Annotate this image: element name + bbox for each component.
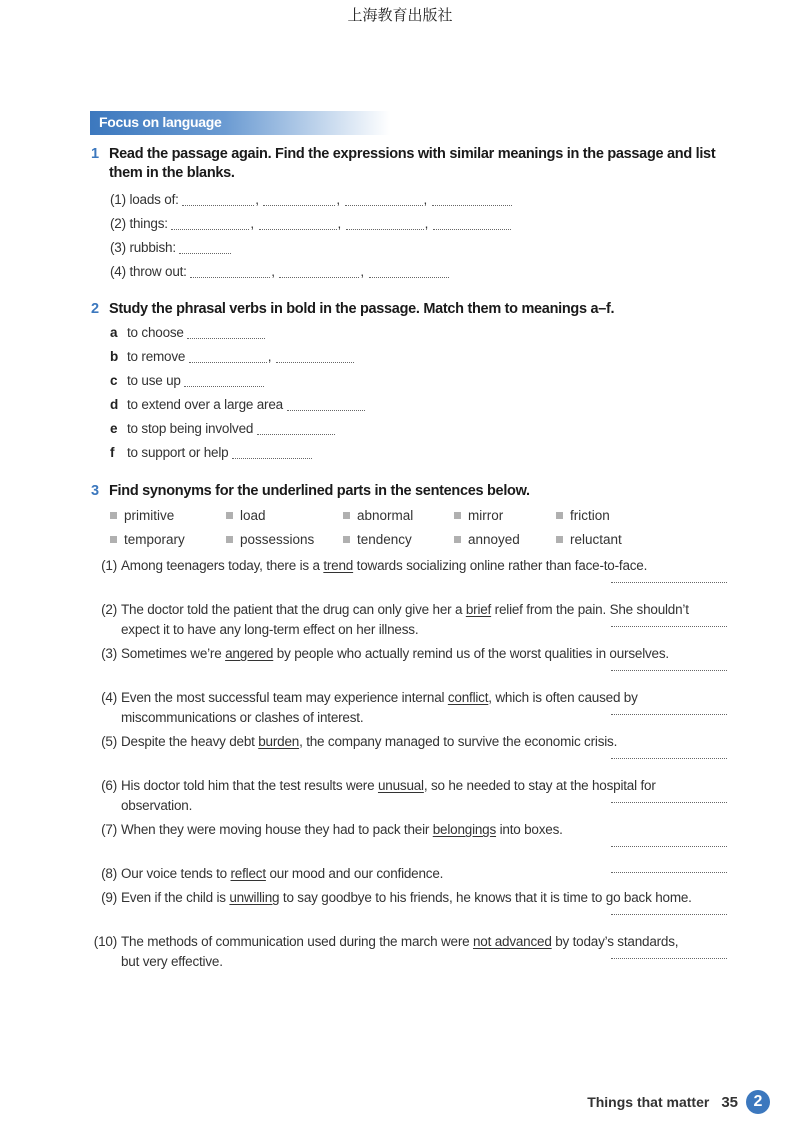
answer-blank[interactable] <box>276 348 354 363</box>
answer-blank[interactable] <box>432 191 512 206</box>
answer-blank[interactable] <box>182 191 254 206</box>
list-item <box>91 441 731 465</box>
answer-blank[interactable] <box>287 396 365 411</box>
item-text: to stop being involved <box>127 421 254 436</box>
unit-badge: 2 <box>746 1090 770 1114</box>
square-bullet-icon <box>110 512 117 519</box>
list-item <box>91 393 731 417</box>
item-label: (3) rubbish: <box>110 240 176 255</box>
exercise-number: 1 <box>91 146 99 162</box>
sentence-item: (8) Our voice tends to reflect our mood and our confidence. <box>91 864 727 884</box>
instruction-text: Find synonyms for the underlined parts in the sentences below. <box>109 483 530 499</box>
answer-blank[interactable] <box>189 348 267 363</box>
word-option: reluctant <box>556 528 656 552</box>
underlined-target: burden <box>258 734 300 749</box>
item-text: to use up <box>127 373 181 388</box>
page-number: 35 <box>721 1093 738 1111</box>
underlined-target: conflict <box>447 690 489 705</box>
exercise-number: 3 <box>91 483 99 499</box>
list-item <box>91 236 731 260</box>
answer-blank[interactable] <box>611 914 727 915</box>
answer-blank[interactable] <box>369 263 449 278</box>
exercise-2-instruction <box>91 300 731 319</box>
answer-blank[interactable] <box>257 420 335 435</box>
answer-blank[interactable] <box>259 215 337 230</box>
answer-blank[interactable] <box>611 958 727 959</box>
word-option: friction <box>556 504 656 528</box>
underlined-target: unwilling <box>229 890 280 905</box>
underlined-target: belongings <box>432 822 497 837</box>
answer-blank[interactable] <box>611 872 727 873</box>
answer-blank[interactable] <box>184 372 264 387</box>
chapter-title: Things that matter <box>587 1094 710 1110</box>
square-bullet-icon <box>556 512 563 519</box>
square-bullet-icon <box>110 536 117 543</box>
square-bullet-icon <box>226 536 233 543</box>
sentence-item: (4) Even the most successful team may experience internal conflict, which is often caused by miscommunications or clashes of interest. <box>91 688 727 728</box>
section-title: Focus on language <box>99 114 222 130</box>
exercise-number: 2 <box>91 301 99 317</box>
item-label: (2) things: <box>110 216 168 231</box>
list-item: (4) throw out: , , <box>91 260 731 284</box>
item-letter: d <box>110 397 119 412</box>
item-label: (4) throw out: <box>110 264 187 279</box>
answer-blank[interactable] <box>346 215 424 230</box>
answer-blank[interactable] <box>190 263 270 278</box>
answer-blank[interactable] <box>263 191 335 206</box>
item-text: to extend over a large area <box>127 397 283 412</box>
underlined-target: trend <box>323 558 354 573</box>
item-letter: f <box>110 445 115 460</box>
sentence-item: (6) His doctor told him that the test results were unusual, so he needed to stay at the hospital for observation. <box>91 776 727 816</box>
exercise-1 <box>91 145 731 284</box>
sentence-item: (7) When they were moving house they had to pack their belongings into boxes. <box>91 820 727 860</box>
word-option: annoyed <box>454 528 556 552</box>
answer-blank[interactable] <box>611 846 727 847</box>
word-bank <box>91 504 727 552</box>
underlined-target: brief <box>465 602 492 617</box>
list-item: (1) loads of: , , , <box>91 188 731 212</box>
list-item: b to remove , <box>91 345 731 369</box>
page-footer <box>587 1090 770 1114</box>
item-letter: b <box>110 349 119 364</box>
square-bullet-icon <box>454 512 461 519</box>
item-text: to choose <box>127 325 184 340</box>
square-bullet-icon <box>556 536 563 543</box>
instruction-text: Study the phrasal verbs in bold in the passage. Match them to meanings a–f. <box>109 301 615 317</box>
square-bullet-icon <box>454 536 461 543</box>
answer-blank[interactable] <box>611 582 727 583</box>
section-banner <box>90 111 390 135</box>
exercise-3 <box>91 482 727 972</box>
list-item: (2) things: , , , <box>91 212 731 236</box>
publisher-header: 上海教育出版社 <box>347 6 453 24</box>
exercise-3-instruction <box>91 482 727 501</box>
sentence-item: (2) The doctor told the patient that the drug can only give her a brief relief from the pain. She shouldn’t expect it to have any long-term effect on her illness. <box>91 600 727 640</box>
word-option: possessions <box>226 528 343 552</box>
answer-blank[interactable] <box>611 758 727 759</box>
underlined-target: reflect <box>230 866 266 881</box>
answer-blank[interactable] <box>611 802 727 803</box>
item-letter: c <box>110 373 118 388</box>
underlined-target: angered <box>225 646 274 661</box>
word-option: abnormal <box>343 504 454 528</box>
word-option: load <box>226 504 343 528</box>
answer-blank[interactable] <box>611 714 727 715</box>
word-option: tendency <box>343 528 454 552</box>
item-text: to support or help <box>127 445 229 460</box>
answer-blank[interactable] <box>611 626 727 627</box>
answer-blank[interactable] <box>345 191 423 206</box>
answer-blank[interactable] <box>179 239 231 254</box>
sentence-item: (10) The methods of communication used during the march were not advanced by today’s standards, but very effective. <box>91 932 727 972</box>
item-label: (1) loads of: <box>110 192 179 207</box>
exercise-1-instruction <box>91 145 731 183</box>
answer-blank[interactable] <box>232 444 312 459</box>
item-letter: a <box>110 325 118 340</box>
sentence-item: (1) Among teenagers today, there is a trend towards socializing online rather than face-to-face. <box>91 556 727 596</box>
answer-blank[interactable] <box>611 670 727 671</box>
item-text: to remove <box>127 349 186 364</box>
list-item <box>91 417 731 441</box>
square-bullet-icon <box>226 512 233 519</box>
instruction-text: Read the passage again. Find the expressions with similar meanings in the passage and list them in the blanks. <box>109 146 716 181</box>
square-bullet-icon <box>343 536 350 543</box>
word-option: mirror <box>454 504 556 528</box>
word-option: temporary <box>110 528 226 552</box>
answer-blank[interactable] <box>279 263 359 278</box>
item-letter: e <box>110 421 118 436</box>
answer-blank[interactable] <box>187 324 265 339</box>
exercise-2 <box>91 300 731 465</box>
word-option: primitive <box>110 504 226 528</box>
list-item <box>91 369 731 393</box>
square-bullet-icon <box>343 512 350 519</box>
underlined-target: not advanced <box>472 934 552 949</box>
answer-blank[interactable] <box>171 215 249 230</box>
sentence-item: (9) Even if the child is unwilling to say goodbye to his friends, he knows that it is time to go back home. <box>91 888 727 928</box>
answer-blank[interactable] <box>433 215 511 230</box>
sentence-item: (3) Sometimes we’re angered by people who actually remind us of the worst qualities in ourselves. <box>91 644 727 684</box>
underlined-target: unusual <box>377 778 424 793</box>
sentence-item: (5) Despite the heavy debt burden, the company managed to survive the economic crisis. <box>91 732 727 772</box>
list-item <box>91 321 731 345</box>
